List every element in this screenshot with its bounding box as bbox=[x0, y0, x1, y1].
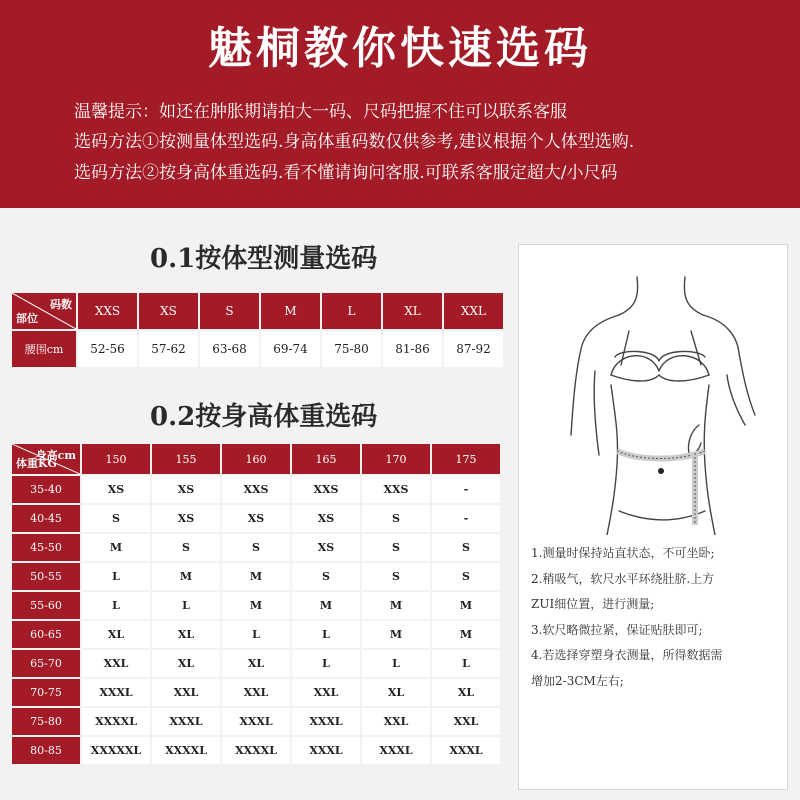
waist-value: 75-80 bbox=[322, 331, 381, 367]
size-cell: XXXXL bbox=[222, 737, 290, 764]
waist-value: 69-74 bbox=[261, 331, 320, 367]
size-cell: L bbox=[362, 650, 430, 677]
size-cell: M bbox=[222, 592, 290, 619]
size-cell: XXXXXL bbox=[82, 737, 150, 764]
size-cell: XS bbox=[152, 476, 220, 503]
size-cell: XL bbox=[222, 650, 290, 677]
torso-measuring-tape-icon bbox=[559, 275, 759, 535]
size-cell: XL bbox=[362, 679, 430, 706]
height-weight-size-table bbox=[10, 442, 502, 766]
size-cell: XS bbox=[292, 505, 360, 532]
corner-label-part: 部位 bbox=[16, 312, 38, 325]
table-row bbox=[12, 592, 500, 619]
height-header: 155 bbox=[152, 444, 220, 474]
size-cell: L bbox=[82, 592, 150, 619]
size-cell: XXXL bbox=[362, 737, 430, 764]
size-cell: XXXL bbox=[82, 679, 150, 706]
height-header: 150 bbox=[82, 444, 150, 474]
size-cell: M bbox=[152, 563, 220, 590]
measure-guide-panel bbox=[518, 244, 788, 790]
table-header-row bbox=[12, 444, 500, 474]
size-cell: L bbox=[292, 621, 360, 648]
size-cell: XXXL bbox=[292, 737, 360, 764]
size-header: XL bbox=[383, 293, 442, 329]
size-cell: XS bbox=[82, 476, 150, 503]
size-cell: S bbox=[362, 563, 430, 590]
size-cell: S bbox=[222, 534, 290, 561]
section1-title: 0.1按体型测量选码 bbox=[150, 244, 378, 274]
waist-value: 81-86 bbox=[383, 331, 442, 367]
size-cell: XXL bbox=[152, 679, 220, 706]
size-cell: XXXL bbox=[432, 737, 500, 764]
body-measure-size-table bbox=[10, 291, 505, 369]
size-header: XS bbox=[139, 293, 198, 329]
size-cell: L bbox=[292, 650, 360, 677]
size-cell: S bbox=[362, 534, 430, 561]
size-cell: - bbox=[432, 505, 500, 532]
tip-line-3: 选码方法②按身高体重选码.看不懂请询问客服.可联系客服定超大/小尺码 bbox=[74, 163, 618, 183]
size-cell: XL bbox=[82, 621, 150, 648]
table-row bbox=[12, 650, 500, 677]
size-cell: L bbox=[152, 592, 220, 619]
size-header: L bbox=[322, 293, 381, 329]
weight-label: 35-40 bbox=[12, 476, 80, 503]
table-row bbox=[12, 331, 503, 367]
note-line: ZUI细位置，进行测量; bbox=[531, 597, 655, 611]
size-cell: XS bbox=[152, 505, 220, 532]
size-cell: XS bbox=[222, 505, 290, 532]
corner-label-size: 码数 bbox=[50, 298, 72, 311]
weight-label: 55-60 bbox=[12, 592, 80, 619]
waist-value: 52-56 bbox=[78, 331, 137, 367]
table-row bbox=[12, 621, 500, 648]
size-cell: M bbox=[362, 621, 430, 648]
table-row bbox=[12, 534, 500, 561]
size-cell: XXL bbox=[362, 708, 430, 735]
weight-label: 60-65 bbox=[12, 621, 80, 648]
size-cell: XXS bbox=[292, 476, 360, 503]
note-line: 2.稍吸气，软尺水平环绕肚脐.上方 bbox=[531, 571, 715, 586]
note-line: 1.测量时保持站直状态，不可坐卧; bbox=[531, 546, 715, 560]
size-cell: XL bbox=[152, 621, 220, 648]
size-cell: M bbox=[82, 534, 150, 561]
table-header-row bbox=[12, 293, 503, 329]
size-header: M bbox=[261, 293, 320, 329]
tip-line-2: 选码方法①按测量体型选码.身高体重码数仅供参考,建议根据个人体型选购. bbox=[74, 132, 635, 152]
size-cell: XXL bbox=[292, 679, 360, 706]
size-cell: L bbox=[222, 621, 290, 648]
size-cell: S bbox=[292, 563, 360, 590]
size-cell: XXL bbox=[222, 679, 290, 706]
size-cell: XXXXL bbox=[152, 737, 220, 764]
weight-label: 80-85 bbox=[12, 737, 80, 764]
size-header: S bbox=[200, 293, 259, 329]
size-cell: M bbox=[432, 621, 500, 648]
section2-title: 0.2按身高体重选码 bbox=[150, 402, 378, 432]
size-cell: S bbox=[362, 505, 430, 532]
size-cell: XXS bbox=[222, 476, 290, 503]
header-banner bbox=[0, 0, 800, 208]
size-cell: XL bbox=[432, 679, 500, 706]
weight-label: 70-75 bbox=[12, 679, 80, 706]
table-row bbox=[12, 476, 500, 503]
table-row bbox=[12, 505, 500, 532]
corner-label-height: 身高cm bbox=[35, 449, 76, 462]
size-cell: L bbox=[82, 563, 150, 590]
size-cell: XXXL bbox=[152, 708, 220, 735]
size-cell: XXL bbox=[432, 708, 500, 735]
table-corner bbox=[12, 444, 80, 474]
weight-label: 75-80 bbox=[12, 708, 80, 735]
size-header: XXL bbox=[444, 293, 503, 329]
table-row bbox=[12, 737, 500, 764]
size-cell: S bbox=[432, 534, 500, 561]
size-cell: M bbox=[432, 592, 500, 619]
row-label-waist: 腰围cm bbox=[12, 331, 76, 367]
weight-label: 50-55 bbox=[12, 563, 80, 590]
size-cell: L bbox=[432, 650, 500, 677]
size-cell: - bbox=[432, 476, 500, 503]
size-cell: XXXXL bbox=[82, 708, 150, 735]
waist-value: 63-68 bbox=[200, 331, 259, 367]
note-line: 3.软尺略微拉紧，保证贴肤即可; bbox=[531, 622, 703, 637]
weight-label: 45-50 bbox=[12, 534, 80, 561]
measure-notes bbox=[531, 541, 781, 694]
weight-label: 65-70 bbox=[12, 650, 80, 677]
size-header: XXS bbox=[78, 293, 137, 329]
table-row bbox=[12, 708, 500, 735]
size-cell: XXL bbox=[82, 650, 150, 677]
height-header: 170 bbox=[362, 444, 430, 474]
table-row bbox=[12, 563, 500, 590]
tip-line-1: 温馨提示：如还在肿胀期请拍大一码、尺码把握不住可以联系客服 bbox=[74, 102, 567, 122]
size-cell: XS bbox=[292, 534, 360, 561]
page-title: 魅桐教你快速选码 bbox=[208, 23, 592, 74]
height-header: 165 bbox=[292, 444, 360, 474]
waist-value: 87-92 bbox=[444, 331, 503, 367]
size-cell: S bbox=[152, 534, 220, 561]
note-line: 4.若选择穿塑身衣测量，所得数据需 bbox=[531, 648, 723, 662]
size-cell: M bbox=[362, 592, 430, 619]
table-row bbox=[12, 679, 500, 706]
size-cell: XL bbox=[152, 650, 220, 677]
height-header: 175 bbox=[432, 444, 500, 474]
size-cell: M bbox=[222, 563, 290, 590]
size-cell: S bbox=[82, 505, 150, 532]
waist-value: 57-62 bbox=[139, 331, 198, 367]
height-header: 160 bbox=[222, 444, 290, 474]
corner-label-weight: 体重KG bbox=[16, 457, 57, 470]
table-corner bbox=[12, 293, 76, 329]
note-line: 增加2-3CM左右; bbox=[531, 673, 624, 688]
size-cell: S bbox=[432, 563, 500, 590]
size-cell: XXS bbox=[362, 476, 430, 503]
size-cell: XXXL bbox=[222, 708, 290, 735]
size-cell: M bbox=[292, 592, 360, 619]
size-cell: XXXL bbox=[292, 708, 360, 735]
weight-label: 40-45 bbox=[12, 505, 80, 532]
